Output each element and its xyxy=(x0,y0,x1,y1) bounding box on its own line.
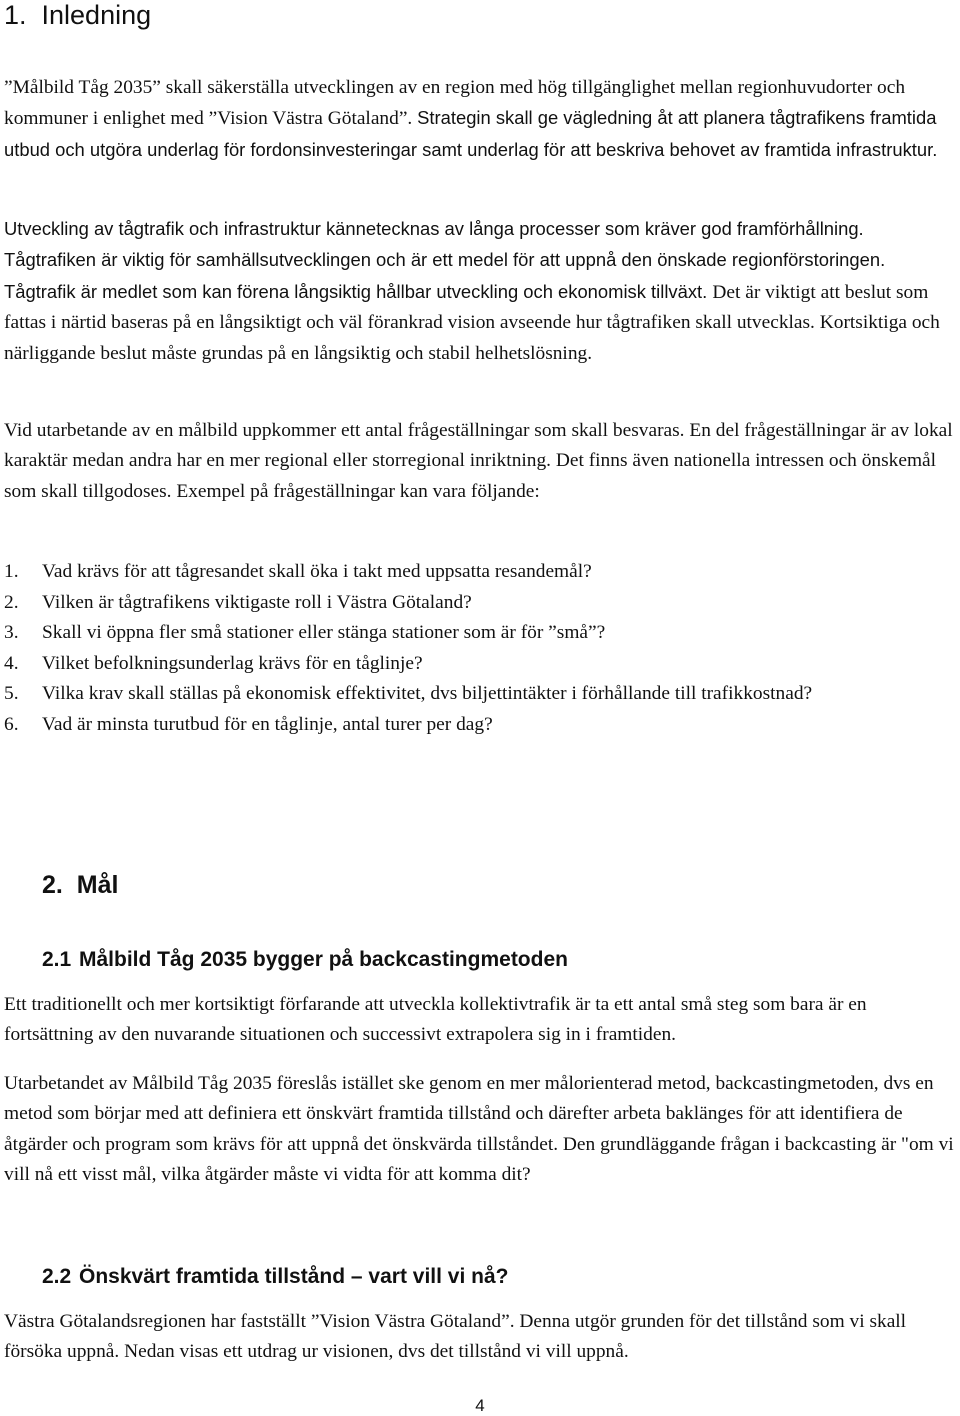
intro-paragraph-2 xyxy=(4,214,956,369)
page-number: 4 xyxy=(475,1396,485,1415)
subsection-2-1-title: Målbild Tåg 2035 bygger på backcastingmetoden xyxy=(79,948,568,971)
intro-paragraph-2-sans: Utveckling av tågtrafik och infrastruktur kännetecknas av långa processer som kräver god framförhållning. Tågtrafiken är viktig för samhällsutvecklingen och är ett medel för att uppnå den önskade regionförstoringen. Tågtrafik är medlet som kan förena långsiktig hållbar utveckling och ekonomisk tillväxt. xyxy=(4,218,886,302)
backcasting-paragraph-2: Utarbetandet av Målbild Tåg 2035 föreslås istället ske genom en mer målorienterad metod, backcastingmetoden, dvs en metod som börjar med att definiera ett önskvärt framtida tillstånd och därefter arbeta baklänges för att identifiera de åtgärder och program som krävs för att uppnå det önskvärda tillståndet. Den grundläggande frågan i backcasting är "om vi vill nå ett visst mål, vilka åtgärder måste vi vidta för att komma dit? xyxy=(4,1073,954,1186)
list-item: 4. Vilket befolkningsunderlag krävs för en tåglinje? xyxy=(4,652,423,674)
list-item: 6. Vad är minsta turutbud för en tåglinje, antal turer per dag? xyxy=(4,713,493,735)
subsection-2-2-title: Önskvärt framtida tillstånd – vart vill vi nå? xyxy=(79,1265,509,1288)
list-item: 1. Vad krävs för att tågresandet skall öka i takt med uppsatta resandemål? xyxy=(4,561,592,582)
intro-paragraph-3: Vid utarbetande av en målbild uppkommer ett antal frågeställningar som skall besvaras. En del frågeställningar är av lokal karaktär medan andra har en mer regional eller storregional inriktning. Det finns även nationella intressen och önskemål som skall tillgodoses. Exempel på frågeställningar kan vara följande: xyxy=(4,420,953,502)
intro-paragraph-1-sans: Strategin skall ge vägledning åt att planera tågtrafikens framtida utbud och utgöra underlag för fordonsinvesteringar samt underlag för att beskriva behovet av framtida infrastruktur. xyxy=(4,107,938,160)
section-1-heading: 1. Inledning xyxy=(4,0,152,30)
section-2-heading: 2. Mål xyxy=(42,871,119,899)
backcasting-paragraph-1: Ett traditionellt och mer kortsiktigt förfarande att utveckla kollektivtrafik är ta ett antal små steg som bara är en fortsättning av den nuvarande situationen och successivt extrapolera sig in i framtiden. xyxy=(4,994,867,1046)
intro-paragraph-1-serif: ”Målbild Tåg 2035” skall säkerställa utvecklingen av en region med hög tillgänglighet mellan regionhuvudorter och kommuner i enlighet med ”Vision Västra Götaland”. xyxy=(4,77,906,130)
list-item: 3. Skall vi öppna fler små stationer eller stänga stationer som är för ”små”? xyxy=(4,622,606,644)
question-list xyxy=(4,557,954,741)
subsection-2-2-number: 2.2 xyxy=(42,1265,72,1288)
vision-paragraph: Västra Götalandsregionen har fastställt ”Vision Västra Götaland”. Denna utgör grunden för det tillstånd som vi skall försöka uppnå. Nedan visas ett utdrag ur visionen, dvs det tillstånd vi vill uppnå. xyxy=(4,1311,907,1363)
intro-paragraph-1 xyxy=(4,73,956,166)
subsection-2-1-number: 2.1 xyxy=(42,948,72,971)
intro-paragraph-2-serif: Det är viktigt att beslut som fattas i närtid baseras på en långsiktigt och väl förankrad vision avseende hur tågtrafiken skall utvecklas. Kortsiktiga och närliggande beslut måste grundas på en långsiktig och stabil helhetslösning. xyxy=(4,281,940,364)
list-item: 2. Vilken är tågtrafikens viktigaste roll i Västra Götaland? xyxy=(4,591,472,613)
subsection-2-1-heading xyxy=(42,946,568,974)
subsection-2-2-heading xyxy=(42,1263,508,1291)
list-item: 5. Vilka krav skall ställas på ekonomisk effektivitet, dvs biljettintäkter i förhållande till trafikkostnad? xyxy=(4,683,813,705)
